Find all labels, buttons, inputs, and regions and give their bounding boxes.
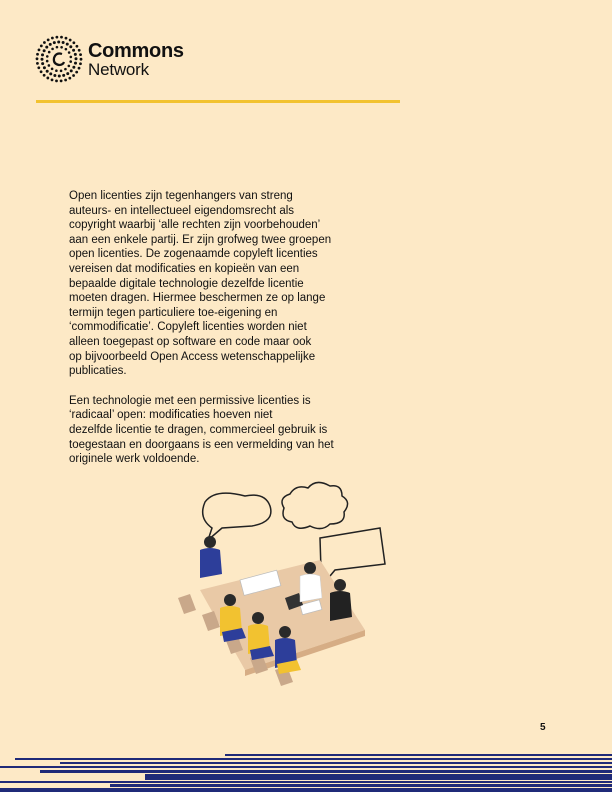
header-rule xyxy=(36,100,400,103)
logo-subtitle: Network xyxy=(88,59,149,79)
thought-bubble-icon xyxy=(282,482,348,528)
team-meeting-illustration xyxy=(170,480,395,715)
page-number: 5 xyxy=(540,722,546,733)
dotted-circle-logo-icon xyxy=(34,34,84,84)
paragraph-1: Open licenties zijn tegenhangers van streng auteurs- en intellectueel eigendomsrecht als copyright waarbij ‘alle rechten zijn voorbehouden’ aan een enkele partij. Er zijn grofweg twee groepen open licenties. De zogenaamde copyleft licenties vereisen dat modificaties en kopieën van een bepaalde digitale technologie dezelfde licentie moeten dragen. Hiermee beschermen ze op lange termijn tegen particuliere toe-eigening en ‘commodificatie’. Copyleft licenties worden niet alleen toegepast op software en code maar ook op bijvoorbeeld Open Access wetenschappelijke publicaties. xyxy=(69,190,332,378)
commons-network-logo xyxy=(34,34,184,84)
body-text xyxy=(69,189,369,482)
speech-bubble-icon xyxy=(320,528,385,582)
logo-title: Commons xyxy=(88,39,184,62)
footer-stripes xyxy=(0,752,612,792)
paragraph-2: Een technologie met een permissive licenties is ‘radicaal’ open: modificaties hoeven niet dezelfde licentie te dragen, commercieel gebruik is toegestaan en doorgaans is een vermelding van het originele werk voldoende. xyxy=(69,394,334,466)
speech-bubble-icon xyxy=(203,493,271,540)
